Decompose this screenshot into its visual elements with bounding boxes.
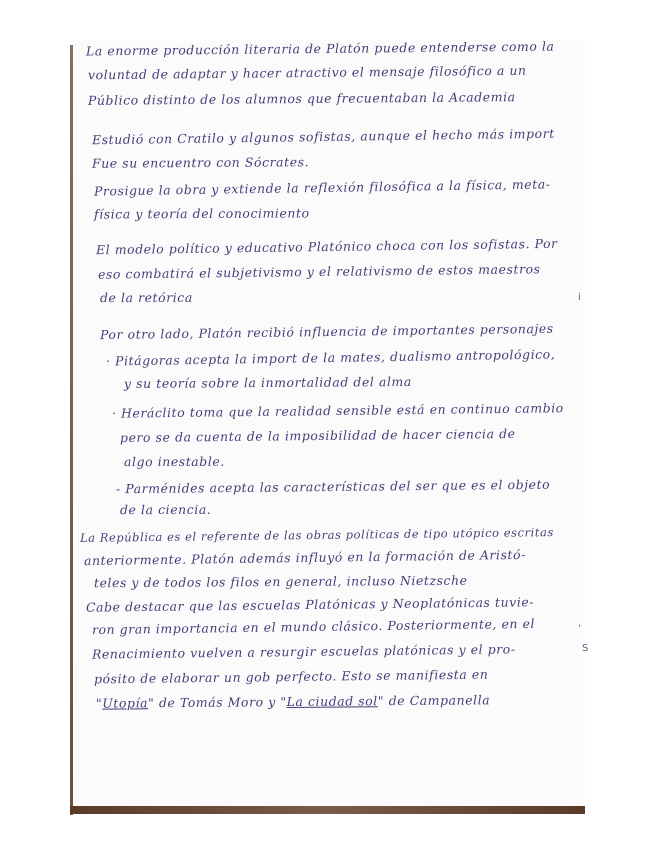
text-line: física y teoría del conocimiento bbox=[93, 205, 310, 222]
text-fragment: " de Tomás Moro y " bbox=[148, 694, 287, 711]
text-line: pósito de elaborar un gob perfecto. Esto se manifiesta en bbox=[93, 666, 489, 687]
list-item: · Heráclito toma que la realidad sensible está en continuo cambio bbox=[111, 400, 564, 421]
paper-bottom-edge bbox=[70, 806, 585, 814]
text-line: ron gran importancia en el mundo clásico. Posteriormente, en el bbox=[91, 615, 536, 638]
title-utopia: Utopía bbox=[102, 695, 149, 711]
text-line: teles y de todos los filos en general, incluso Nietzsche bbox=[93, 572, 468, 591]
quote-mark: " bbox=[95, 695, 103, 711]
text-line: La República es el referente de las obras políticas de tipo utópico escritas bbox=[79, 525, 554, 545]
text-line: Renacimiento vuelven a resurgir escuelas platónicas y el pro- bbox=[91, 641, 516, 662]
margin-mark: S bbox=[582, 643, 589, 654]
text-line: eso combatirá el subjetivismo y el relativismo de estos maestros bbox=[97, 261, 541, 282]
text-line: El modelo político y educativo Platónico choca con los sofistas. Por bbox=[95, 235, 558, 258]
text-line: de la ciencia. bbox=[119, 501, 212, 518]
title-ciudad-sol: La ciudad sol bbox=[286, 693, 378, 710]
text-line: algo inestable. bbox=[123, 453, 225, 470]
text-fragment: " de Campanella bbox=[377, 692, 491, 709]
text-line: voluntad de adaptar y hacer atractivo el mensaje filosófico a un bbox=[87, 62, 527, 83]
text-line: La enorme producción literaria de Platón puede entenderse como la bbox=[85, 38, 555, 59]
text-line: Prosigue la obra y extiende la reflexión filosófica a la física, meta- bbox=[93, 176, 551, 199]
list-item: · Pitágoras acepta la import de la mates, dualismo antropológico, bbox=[105, 346, 556, 369]
text-line: Cabe destacar que las escuelas Platónicas y Neoplatónicas tuvie- bbox=[85, 594, 535, 615]
text-line: Estudió con Cratilo y algunos sofistas, aunque el hecho más import bbox=[91, 125, 555, 148]
text-line: y su teoría sobre la inmortalidad del alma bbox=[123, 373, 412, 392]
margin-mark: , bbox=[578, 618, 582, 629]
text-line: Fue su encuentro con Sócrates. bbox=[91, 154, 310, 171]
text-line: pero se da cuenta de la imposibilidad de hacer ciencia de bbox=[119, 425, 516, 446]
text-line: Por otro lado, Platón recibió influencia de importantes personajes bbox=[99, 320, 554, 343]
text-line: Público distinto de los alumnos que frecuentaban la Academia bbox=[87, 89, 516, 108]
margin-mark: i bbox=[578, 292, 581, 303]
text-line: anteriormente. Platón además influyó en la formación de Aristó- bbox=[83, 546, 527, 569]
list-item: - Parménides acepta las características del ser que es el objeto bbox=[115, 476, 551, 497]
text-line: de la retórica bbox=[99, 289, 193, 306]
